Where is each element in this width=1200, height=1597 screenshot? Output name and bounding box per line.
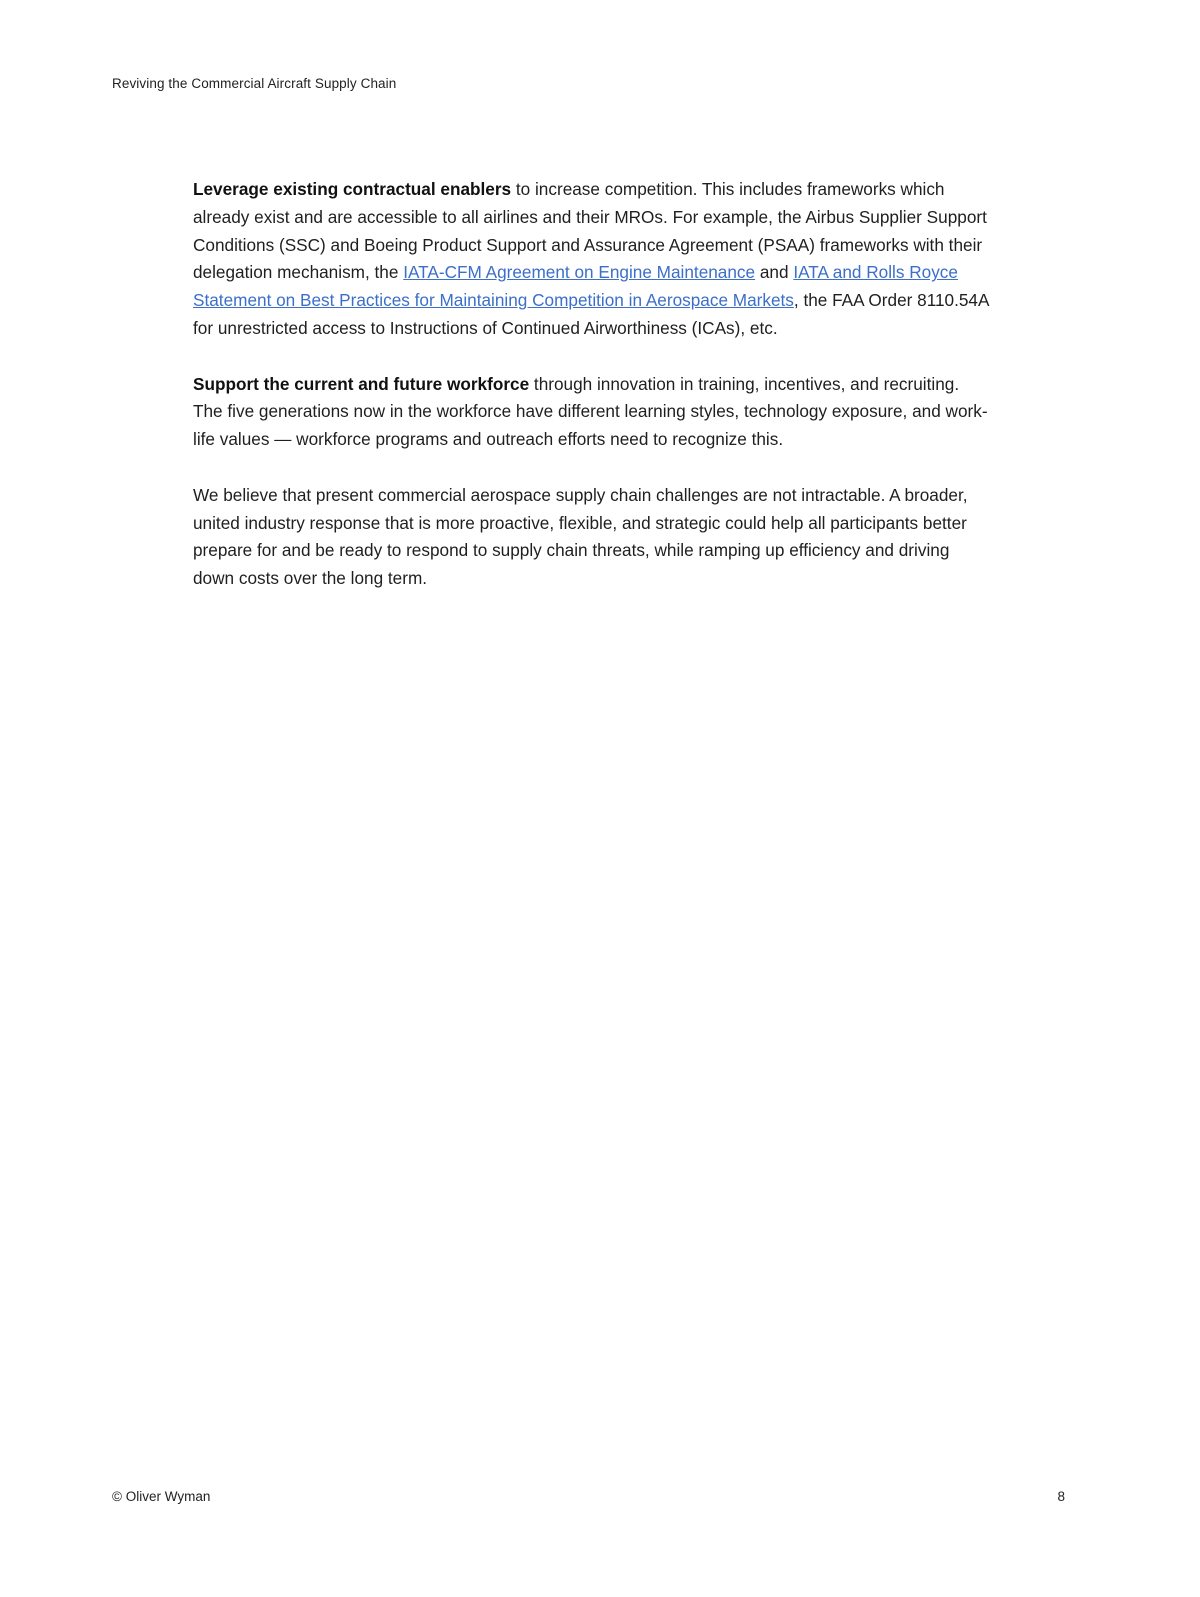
paragraph-text: , the FAA Order 8110.54A for unrestricted access to Instructions of Continued Airworthiness (ICAs), etc. — [193, 290, 989, 338]
paragraph-lead: Leverage existing contractual enablers — [193, 179, 512, 199]
page-number: 8 — [1057, 1489, 1065, 1504]
paragraph-lead: Support the current and future workforce — [193, 373, 530, 394]
footer-copyright: © Oliver Wyman — [112, 1489, 211, 1504]
paragraph-workforce — [193, 371, 993, 454]
paragraph-conclusion — [193, 482, 993, 593]
body-text — [193, 176, 993, 621]
paragraph-contractual-enablers — [193, 176, 993, 343]
running-header-title: Reviving the Commercial Aircraft Supply Chain — [112, 76, 397, 91]
paragraph-text: We believe that present commercial aerospace supply chain challenges are not intractable. A broader, united industry response that is more proactive, flexible, and strategic could help all participants better prepare for and be ready to respond to supply chain threats, while ramping up efficiency and driving down costs over the long term. — [193, 484, 968, 589]
iata-rolls-royce-statement-link[interactable]: IATA and Rolls Royce Statement on Best Practices for Maintaining Competition in Aerospace Markets — [193, 262, 958, 311]
paragraph-text: and — [755, 262, 794, 283]
paragraph-text: to increase competition. This includes frameworks which already exist and are accessible to all airlines and their MROs. For example, the Airbus Supplier Support Conditions (SSC) and Boeing Product Support and Assurance Agreement (PSAA) frameworks with their delegation mechanism, the — [193, 179, 987, 283]
paragraph-text: through innovation in training, incentives, and recruiting. The five generations now in the workforce have different learning styles, technology exposure, and work-life values — workforce programs and outreach efforts need to recognize this. — [193, 373, 988, 450]
iata-cfm-agreement-link[interactable]: IATA-CFM Agreement on Engine Maintenance — [403, 262, 756, 283]
